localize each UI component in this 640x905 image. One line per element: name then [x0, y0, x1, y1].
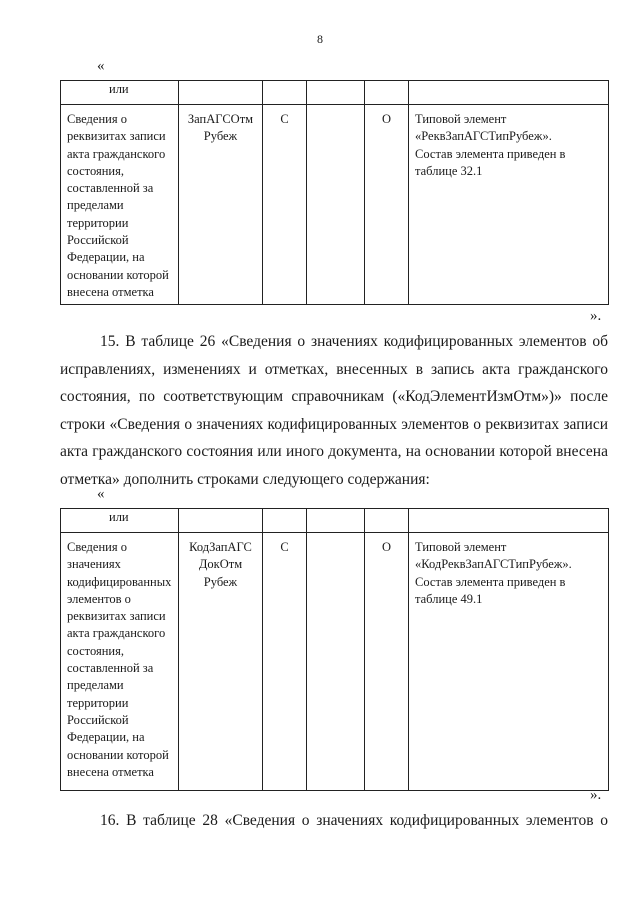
paragraph-16: [60, 807, 608, 835]
quote-open-2: «: [97, 486, 105, 502]
t1-name-line: реквизитах записи: [67, 129, 166, 144]
t2-name-line: состояния,: [67, 643, 124, 658]
table-2-req-cell: О: [365, 533, 409, 791]
t1-code-line: ЗапАГСОтм: [187, 112, 254, 126]
table-2-desc-cell: [409, 533, 609, 791]
table-1: [60, 80, 609, 305]
t2-name-line: элементов о: [67, 591, 131, 606]
t2-name-line: основании которой: [67, 747, 169, 762]
paragraph-15: [60, 328, 608, 493]
table-1-req-cell: О: [365, 105, 409, 305]
quote-close-2: ».: [590, 787, 602, 803]
p15-line: 15. В таблице 26 «Сведения о значениях кодифицированных элементов об: [100, 333, 608, 350]
t2-desc-line: Состав элемента приведен в: [415, 574, 566, 589]
table-2-type-cell: С: [263, 533, 307, 791]
t1-desc-line: Типовой элемент: [415, 112, 507, 126]
t1-name-line: Федерации, на: [67, 250, 145, 265]
t2-name-line: территории: [67, 695, 129, 710]
t2-name-line: значениях: [67, 557, 121, 572]
page-number: 8: [317, 32, 323, 46]
t1-name-line: территории: [67, 215, 129, 230]
table-2-code-cell: [179, 533, 263, 791]
t1-desc-line: Состав элемента приведен в: [415, 146, 566, 161]
t2-name-line: акта гражданского: [67, 626, 166, 641]
t1-name-line: внесена отметка: [67, 284, 154, 299]
t2-desc-line: «КодРеквЗапАГСТипРубеж».: [415, 557, 572, 572]
table-1-name-cell: [61, 105, 179, 305]
t2-name-line: Сведения о: [67, 540, 127, 554]
t1-name-line: акта гражданского: [67, 146, 166, 161]
table-2-name-cell: [61, 533, 179, 791]
t2-name-line: Федерации, на: [67, 730, 145, 745]
t1-name-line: пределами: [67, 198, 124, 213]
t2-code-line: КодЗапАГС: [189, 540, 252, 554]
table-1-format-cell: [307, 105, 365, 305]
p15-line: отметка» дополнить строками следующего содержания:: [60, 470, 430, 488]
t1-name-line: основании которой: [67, 267, 169, 282]
t2-name-line: составленной за: [67, 661, 154, 676]
quote-close-1: ».: [590, 308, 602, 324]
table-1-head-cell: или: [61, 81, 179, 105]
t1-name-line: составленной за: [67, 181, 154, 196]
table-1-type-cell: С: [263, 105, 307, 305]
p16-line: 16. В таблице 28 «Сведения о значениях кодифицированных элементов о: [100, 812, 608, 829]
t2-code-line: Рубеж: [203, 574, 238, 589]
p15-line: акта гражданского состояния или иного документа, на основании которой внесена: [60, 443, 608, 460]
t2-name-line: внесена отметка: [67, 764, 154, 779]
t1-desc-line: «РеквЗапАГСТипРубеж».: [415, 129, 552, 144]
t2-name-line: пределами: [67, 678, 124, 693]
t1-desc-line: таблице 32.1: [415, 163, 483, 178]
p15-line: исправлениях, изменениях и отметках, внесенных в запись акта гражданского: [60, 360, 608, 378]
t2-name-line: реквизитах записи: [67, 609, 166, 624]
t2-name-line: Российской: [67, 712, 129, 727]
table-2-head-cell: или: [61, 509, 179, 533]
p15-line: строки «Сведения о значениях кодифицированных элементов о реквизитах записи: [60, 415, 608, 433]
t1-name-line: состояния,: [67, 163, 124, 178]
table-1-code-cell: [179, 105, 263, 305]
t2-desc-line: таблице 49.1: [415, 591, 483, 606]
t1-name-line: Российской: [67, 233, 129, 248]
t2-code-line: ДокОтм: [198, 557, 243, 572]
table-1-desc-cell: [409, 105, 609, 305]
table-2: [60, 508, 609, 791]
quote-open-1: «: [97, 58, 105, 74]
table-2-format-cell: [307, 533, 365, 791]
t2-desc-line: Типовой элемент: [415, 540, 507, 554]
t1-code-line: Рубеж: [203, 129, 238, 144]
p15-line: состояния, по соответствующим справочникам («КодЭлементИзмОтм»)» после: [60, 388, 608, 405]
t2-name-line: кодифицированных: [67, 574, 172, 589]
t1-name-line: Сведения о: [67, 112, 127, 126]
